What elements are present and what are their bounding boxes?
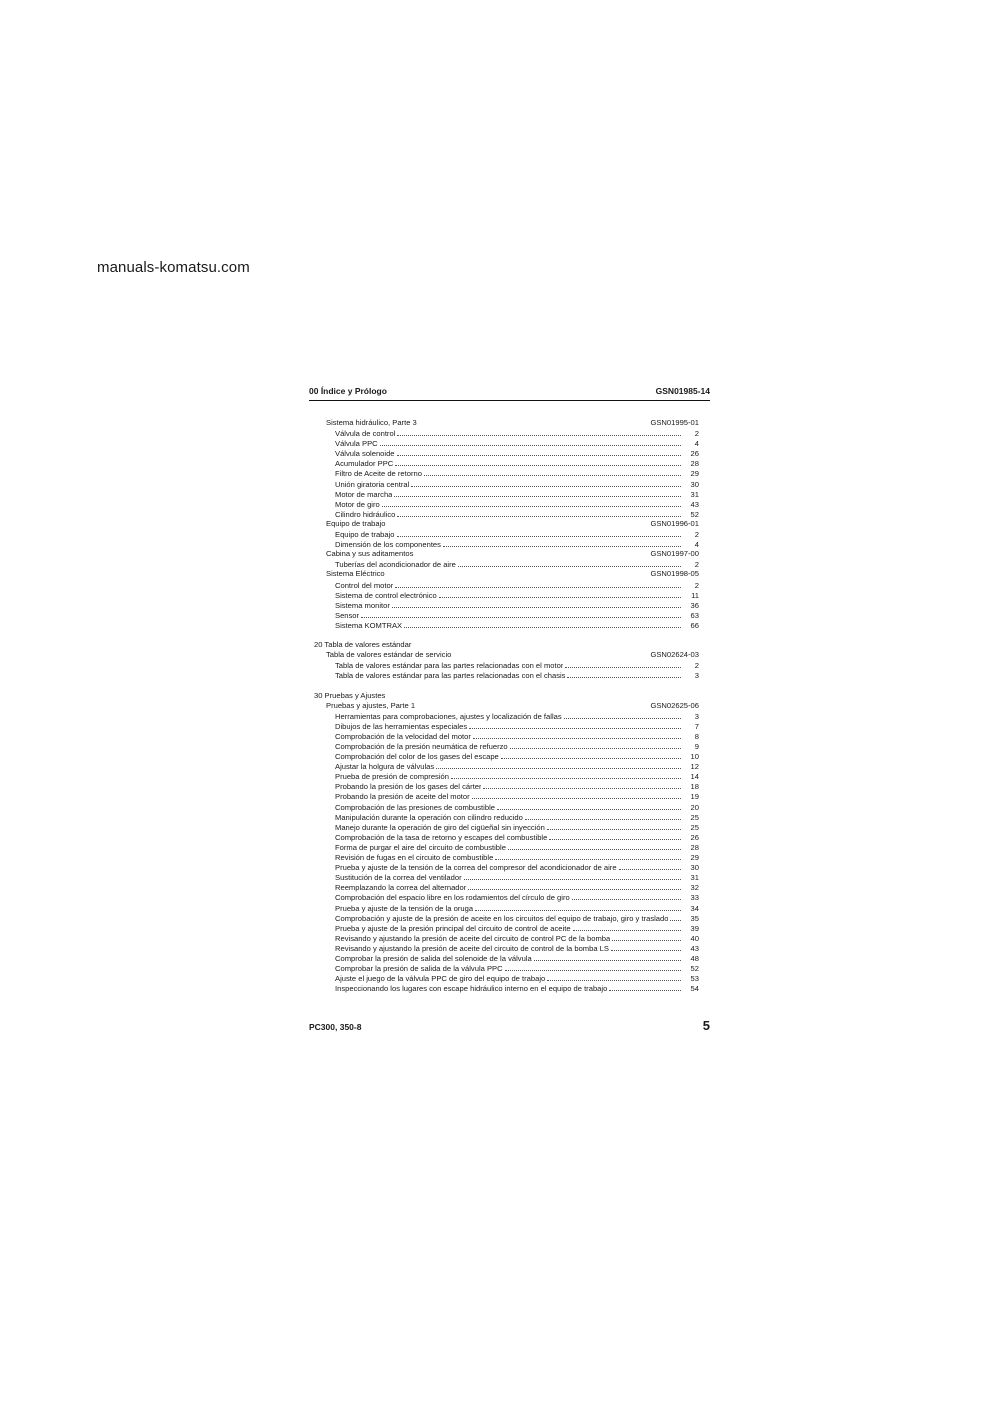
table-of-contents (309, 418, 710, 993)
toc-entry-title: Cilindro hidráulico (335, 509, 396, 519)
toc-entry-page: 52 (690, 509, 699, 519)
toc-entry-page: 30 (690, 863, 699, 873)
toc-dot-leader (572, 892, 681, 900)
toc-spacer (309, 680, 710, 690)
toc-entry (309, 731, 710, 741)
toc-entry-page: 66 (690, 620, 699, 630)
toc-subsection-heading (309, 569, 710, 579)
toc-entry-title: Tuberías del acondicionador de aire (335, 560, 456, 570)
toc-entry (309, 600, 710, 610)
toc-dot-leader (397, 509, 681, 517)
toc-entry (309, 428, 710, 438)
toc-entry-page: 2 (694, 580, 699, 590)
toc-dot-leader (483, 781, 681, 789)
toc-entry-title: Manejo durante la operación de giro del cigüeñal sin inyección (335, 822, 545, 832)
toc-section-heading (309, 640, 710, 650)
toc-dot-leader (404, 620, 681, 628)
toc-entry-page: 12 (690, 762, 699, 772)
toc-dot-leader (564, 711, 681, 719)
toc-entry (309, 923, 710, 933)
toc-dot-leader (475, 903, 681, 911)
toc-entry (309, 802, 710, 812)
toc-entry (309, 590, 710, 600)
toc-entry-page: 2 (694, 560, 699, 570)
toc-dot-leader (458, 559, 681, 567)
toc-dot-leader (472, 791, 681, 799)
toc-dot-leader (397, 428, 681, 436)
toc-entry-title: Probando la presión de los gases del cárter (335, 782, 482, 792)
toc-dot-leader (549, 832, 681, 840)
toc-entry (309, 529, 710, 539)
toc-entry (309, 761, 710, 771)
toc-entry-page: 10 (690, 752, 699, 762)
toc-subsection-title: Tabla de valores estándar de servicio (326, 650, 452, 660)
toc-entry-page: 3 (694, 711, 699, 721)
toc-dot-leader (443, 539, 681, 547)
toc-document-code: GSN01996-01 (650, 518, 699, 528)
toc-entry (309, 509, 710, 519)
toc-dot-leader (397, 529, 681, 537)
toc-dot-leader (392, 600, 681, 608)
toc-entry-title: Sistema de control electrónico (335, 590, 437, 600)
watermark-text: manuals-komatsu.com (97, 259, 250, 276)
toc-entry-title: Comprobación del color de los gases del escape (335, 752, 499, 762)
toc-entry (309, 852, 710, 862)
footer-page-number: 5 (702, 1018, 710, 1033)
toc-entry-title: Tabla de valores estándar para las partes relacionadas con el motor (335, 661, 564, 671)
toc-entry-title: Acumulador PPC (335, 459, 394, 469)
toc-entry-title: Forma de purgar el aire del circuito de combustible (335, 842, 506, 852)
toc-section-heading (309, 691, 710, 701)
toc-entry (309, 892, 710, 902)
toc-entry-title: Equipo de trabajo (335, 530, 395, 540)
toc-document-code: GSN02625-06 (650, 700, 699, 710)
toc-dot-leader (395, 458, 681, 466)
toc-entry-title: Comprobar la presión de salida del solenoide de la válvula (335, 953, 532, 963)
toc-dot-leader (565, 660, 681, 668)
toc-entry-title: Manipulación durante la operación con cilindro reducido (335, 812, 523, 822)
toc-entry-page: 31 (690, 873, 699, 883)
toc-entry-title: Reemplazando la correa del alternador (335, 883, 467, 893)
toc-entry-title: Dibujos de las herramientas especiales (335, 721, 468, 731)
toc-entry (309, 791, 710, 801)
toc-subsection-title: Pruebas y ajustes, Parte 1 (326, 700, 416, 710)
toc-entry-page: 33 (690, 893, 699, 903)
toc-entry-title: Sensor (335, 610, 360, 620)
toc-subsection-title: Cabina y sus aditamentos (326, 549, 414, 559)
header-section-title: 00 Índice y Prólogo (309, 386, 387, 396)
toc-subsection-heading (309, 549, 710, 559)
toc-subsection-heading (309, 519, 710, 529)
toc-entry (309, 943, 710, 953)
toc-entry (309, 903, 710, 913)
toc-entry-title: Revisión de fugas en el circuito de combustible (335, 853, 494, 863)
toc-entry (309, 963, 710, 973)
toc-subsection-title: Sistema Eléctrico (326, 569, 385, 579)
toc-entry-title: Dimensión de los componentes (335, 540, 441, 550)
toc-entry-page: 43 (690, 943, 699, 953)
toc-entry (309, 933, 710, 943)
toc-entry-page: 26 (690, 449, 699, 459)
toc-dot-leader (436, 761, 681, 769)
toc-entry-title: Prueba de presión de compresión (335, 772, 449, 782)
toc-entry-page: 2 (694, 429, 699, 439)
toc-entry-page: 54 (690, 984, 699, 994)
toc-dot-leader (547, 822, 681, 830)
toc-entry-title: Sistema KOMTRAX (335, 620, 403, 630)
toc-dot-leader (380, 438, 681, 446)
toc-entry (309, 438, 710, 448)
toc-entry-page: 4 (694, 540, 699, 550)
toc-document-code: GSN01995-01 (650, 418, 699, 427)
toc-entry-page: 40 (690, 933, 699, 943)
toc-entry (309, 872, 710, 882)
toc-dot-leader (451, 771, 681, 779)
toc-entry (309, 721, 710, 731)
toc-entry-page: 35 (690, 913, 699, 923)
toc-dot-leader (411, 479, 681, 487)
toc-entry-page: 29 (690, 469, 699, 479)
toc-entry (309, 913, 710, 923)
toc-entry-page: 7 (694, 721, 699, 731)
toc-entry-page: 53 (690, 974, 699, 984)
toc-subsection-heading (309, 701, 710, 711)
toc-entry-title: Comprobar la presión de salida de la válvula PPC (335, 964, 503, 974)
toc-entry-page: 9 (694, 742, 699, 751)
toc-dot-leader (611, 943, 681, 951)
toc-entry (309, 468, 710, 478)
toc-entry-page: 31 (690, 489, 699, 499)
toc-entry-title: Válvula de control (335, 429, 396, 439)
toc-dot-leader (547, 973, 681, 981)
toc-entry-title: Motor de giro (335, 499, 380, 509)
toc-dot-leader (609, 983, 681, 991)
toc-entry (309, 953, 710, 963)
toc-entry-page: 43 (690, 499, 699, 509)
toc-dot-leader (619, 862, 681, 870)
toc-entry-title: Herramientas para comprobaciones, ajustes y localización de fallas (335, 711, 562, 721)
toc-dot-leader (395, 580, 681, 588)
toc-dot-leader (508, 842, 681, 850)
toc-entry-page: 63 (690, 610, 699, 620)
toc-dot-leader (361, 610, 681, 618)
toc-entry-page: 52 (690, 964, 699, 974)
toc-subsection-title: Equipo de trabajo (326, 518, 386, 528)
toc-dot-leader (525, 812, 681, 820)
toc-entry (309, 751, 710, 761)
toc-entry-page: 28 (690, 842, 699, 852)
toc-entry (309, 580, 710, 590)
toc-entry (309, 711, 710, 721)
toc-entry-page: 3 (694, 671, 699, 681)
toc-dot-leader (510, 741, 681, 749)
toc-entry (309, 448, 710, 458)
toc-entry (309, 973, 710, 983)
toc-entry (309, 499, 710, 509)
toc-entry-title: Comprobación de la tasa de retorno y escapes del combustible (335, 832, 548, 842)
toc-entry-title: Filtro de Aceite de retorno (335, 469, 422, 479)
toc-entry-title: Revisando y ajustando la presión de aceite del circuito de control PC de la bomba (335, 933, 611, 943)
toc-entry-title: Comprobación del espacio libre en los rodamientos del círculo de giro (335, 893, 570, 903)
toc-section-title: 30 Pruebas y Ajustes (314, 690, 386, 700)
toc-document-code: GSN01998-05 (650, 569, 699, 579)
toc-entry (309, 832, 710, 842)
toc-dot-leader (495, 852, 681, 860)
toc-dot-leader (501, 751, 681, 759)
toc-entry-page: 11 (691, 590, 699, 600)
toc-entry-page: 4 (694, 439, 699, 449)
toc-dot-leader (468, 882, 681, 890)
toc-entry (309, 862, 710, 872)
toc-dot-leader (567, 670, 681, 678)
toc-entry-page: 28 (690, 459, 699, 469)
footer-model: PC300, 350-8 (309, 1022, 362, 1032)
toc-entry (309, 559, 710, 569)
toc-entry-page: 2 (694, 530, 699, 540)
toc-dot-leader (439, 590, 681, 598)
toc-dot-leader (534, 953, 681, 961)
toc-entry-page: 2 (694, 661, 699, 671)
toc-entry-title: Prueba y ajuste de la presión principal del circuito de control de aceite (335, 923, 571, 933)
toc-dot-leader (469, 721, 681, 729)
toc-entry-page: 25 (690, 822, 699, 832)
toc-dot-leader (394, 489, 681, 497)
toc-entry-title: Comprobación de la presión neumática de refuerzo (335, 742, 508, 751)
toc-entry-title: Comprobación de la velocidad del motor (335, 731, 471, 741)
toc-entry (309, 842, 710, 852)
toc-entry-title: Control del motor (335, 580, 394, 590)
toc-entry-title: Motor de marcha (335, 489, 393, 499)
toc-entry (309, 660, 710, 670)
toc-entry-title: Comprobación de las presiones de combustible (335, 802, 495, 812)
toc-entry-page: 20 (690, 802, 699, 812)
toc-entry (309, 539, 710, 549)
toc-entry-page: 19 (690, 792, 699, 802)
toc-entry-title: Sistema monitor (335, 600, 390, 610)
toc-entry-page: 18 (690, 782, 699, 792)
toc-dot-leader (464, 872, 681, 880)
toc-entry-page: 39 (690, 923, 699, 933)
toc-entry-title: Ajuste el juego de la válvula PPC de giro del equipo de trabajo (335, 974, 546, 984)
toc-entry-title: Comprobación y ajuste de la presión de aceite en los circuitos del equipo de trabajo, giro y traslado (335, 913, 669, 923)
toc-dot-leader (573, 923, 681, 931)
toc-subsection-heading (309, 418, 710, 428)
toc-entry-page: 25 (690, 812, 699, 822)
toc-entry (309, 771, 710, 781)
toc-entry-title: Prueba y ajuste de la tensión de la correa del compresor del acondicionador de aire (335, 863, 617, 873)
toc-entry-title: Prueba y ajuste de la tensión de la oruga (335, 903, 474, 913)
toc-entry-page: 32 (690, 883, 699, 893)
toc-dot-leader (473, 731, 681, 739)
toc-entry (309, 670, 710, 680)
toc-entry-page: 34 (690, 903, 699, 913)
toc-entry-title: Ajustar la holgura de válvulas (335, 762, 435, 772)
toc-entry-title: Válvula solenoide (335, 449, 395, 459)
toc-dot-leader (397, 448, 681, 456)
toc-entry (309, 822, 710, 832)
toc-subsection-heading (309, 650, 710, 660)
toc-entry-title: Unión giratoria central (335, 479, 410, 489)
toc-entry (309, 610, 710, 620)
header-document-code: GSN01985-14 (655, 386, 710, 396)
toc-document-code: GSN01997-00 (650, 549, 699, 559)
toc-entry-title: Sustitución de la correa del ventilador (335, 873, 462, 883)
toc-entry-page: 26 (690, 832, 699, 842)
toc-entry-title: Revisando y ajustando la presión de aceite del circuito de control de la bomba LS (335, 943, 609, 953)
toc-entry (309, 620, 710, 630)
toc-entry-title: Tabla de valores estándar para las partes relacionadas con el chasis (335, 671, 566, 681)
toc-entry-page: 29 (690, 853, 699, 863)
toc-entry (309, 812, 710, 822)
page-header (309, 386, 710, 401)
toc-entry (309, 458, 710, 468)
toc-entry-title: Inspeccionando los lugares con escape hidráulico interno en el equipo de trabajo (335, 984, 608, 994)
toc-subsection-title: Sistema hidráulico, Parte 3 (326, 418, 417, 427)
toc-entry (309, 489, 710, 499)
toc-spacer (309, 630, 710, 640)
toc-section-title: 20 Tabla de valores estándar (314, 640, 412, 650)
toc-dot-leader (497, 802, 681, 810)
toc-entry-page: 8 (694, 731, 699, 741)
toc-entry-page: 48 (690, 953, 699, 963)
toc-entry-title: Probando la presión de aceite del motor (335, 792, 470, 802)
toc-entry-page: 30 (690, 479, 699, 489)
toc-entry (309, 882, 710, 892)
toc-dot-leader (505, 963, 681, 971)
toc-document-code: GSN02624-03 (650, 650, 699, 660)
toc-dot-leader (670, 913, 681, 921)
toc-entry-title: Válvula PPC (335, 439, 378, 449)
toc-entry (309, 983, 710, 993)
toc-entry (309, 781, 710, 791)
toc-dot-leader (424, 468, 681, 476)
toc-dot-leader (612, 933, 681, 941)
toc-entry (309, 479, 710, 489)
toc-entry-page: 36 (690, 600, 699, 610)
toc-entry (309, 741, 710, 751)
toc-dot-leader (382, 499, 681, 507)
toc-entry-page: 14 (690, 772, 699, 782)
